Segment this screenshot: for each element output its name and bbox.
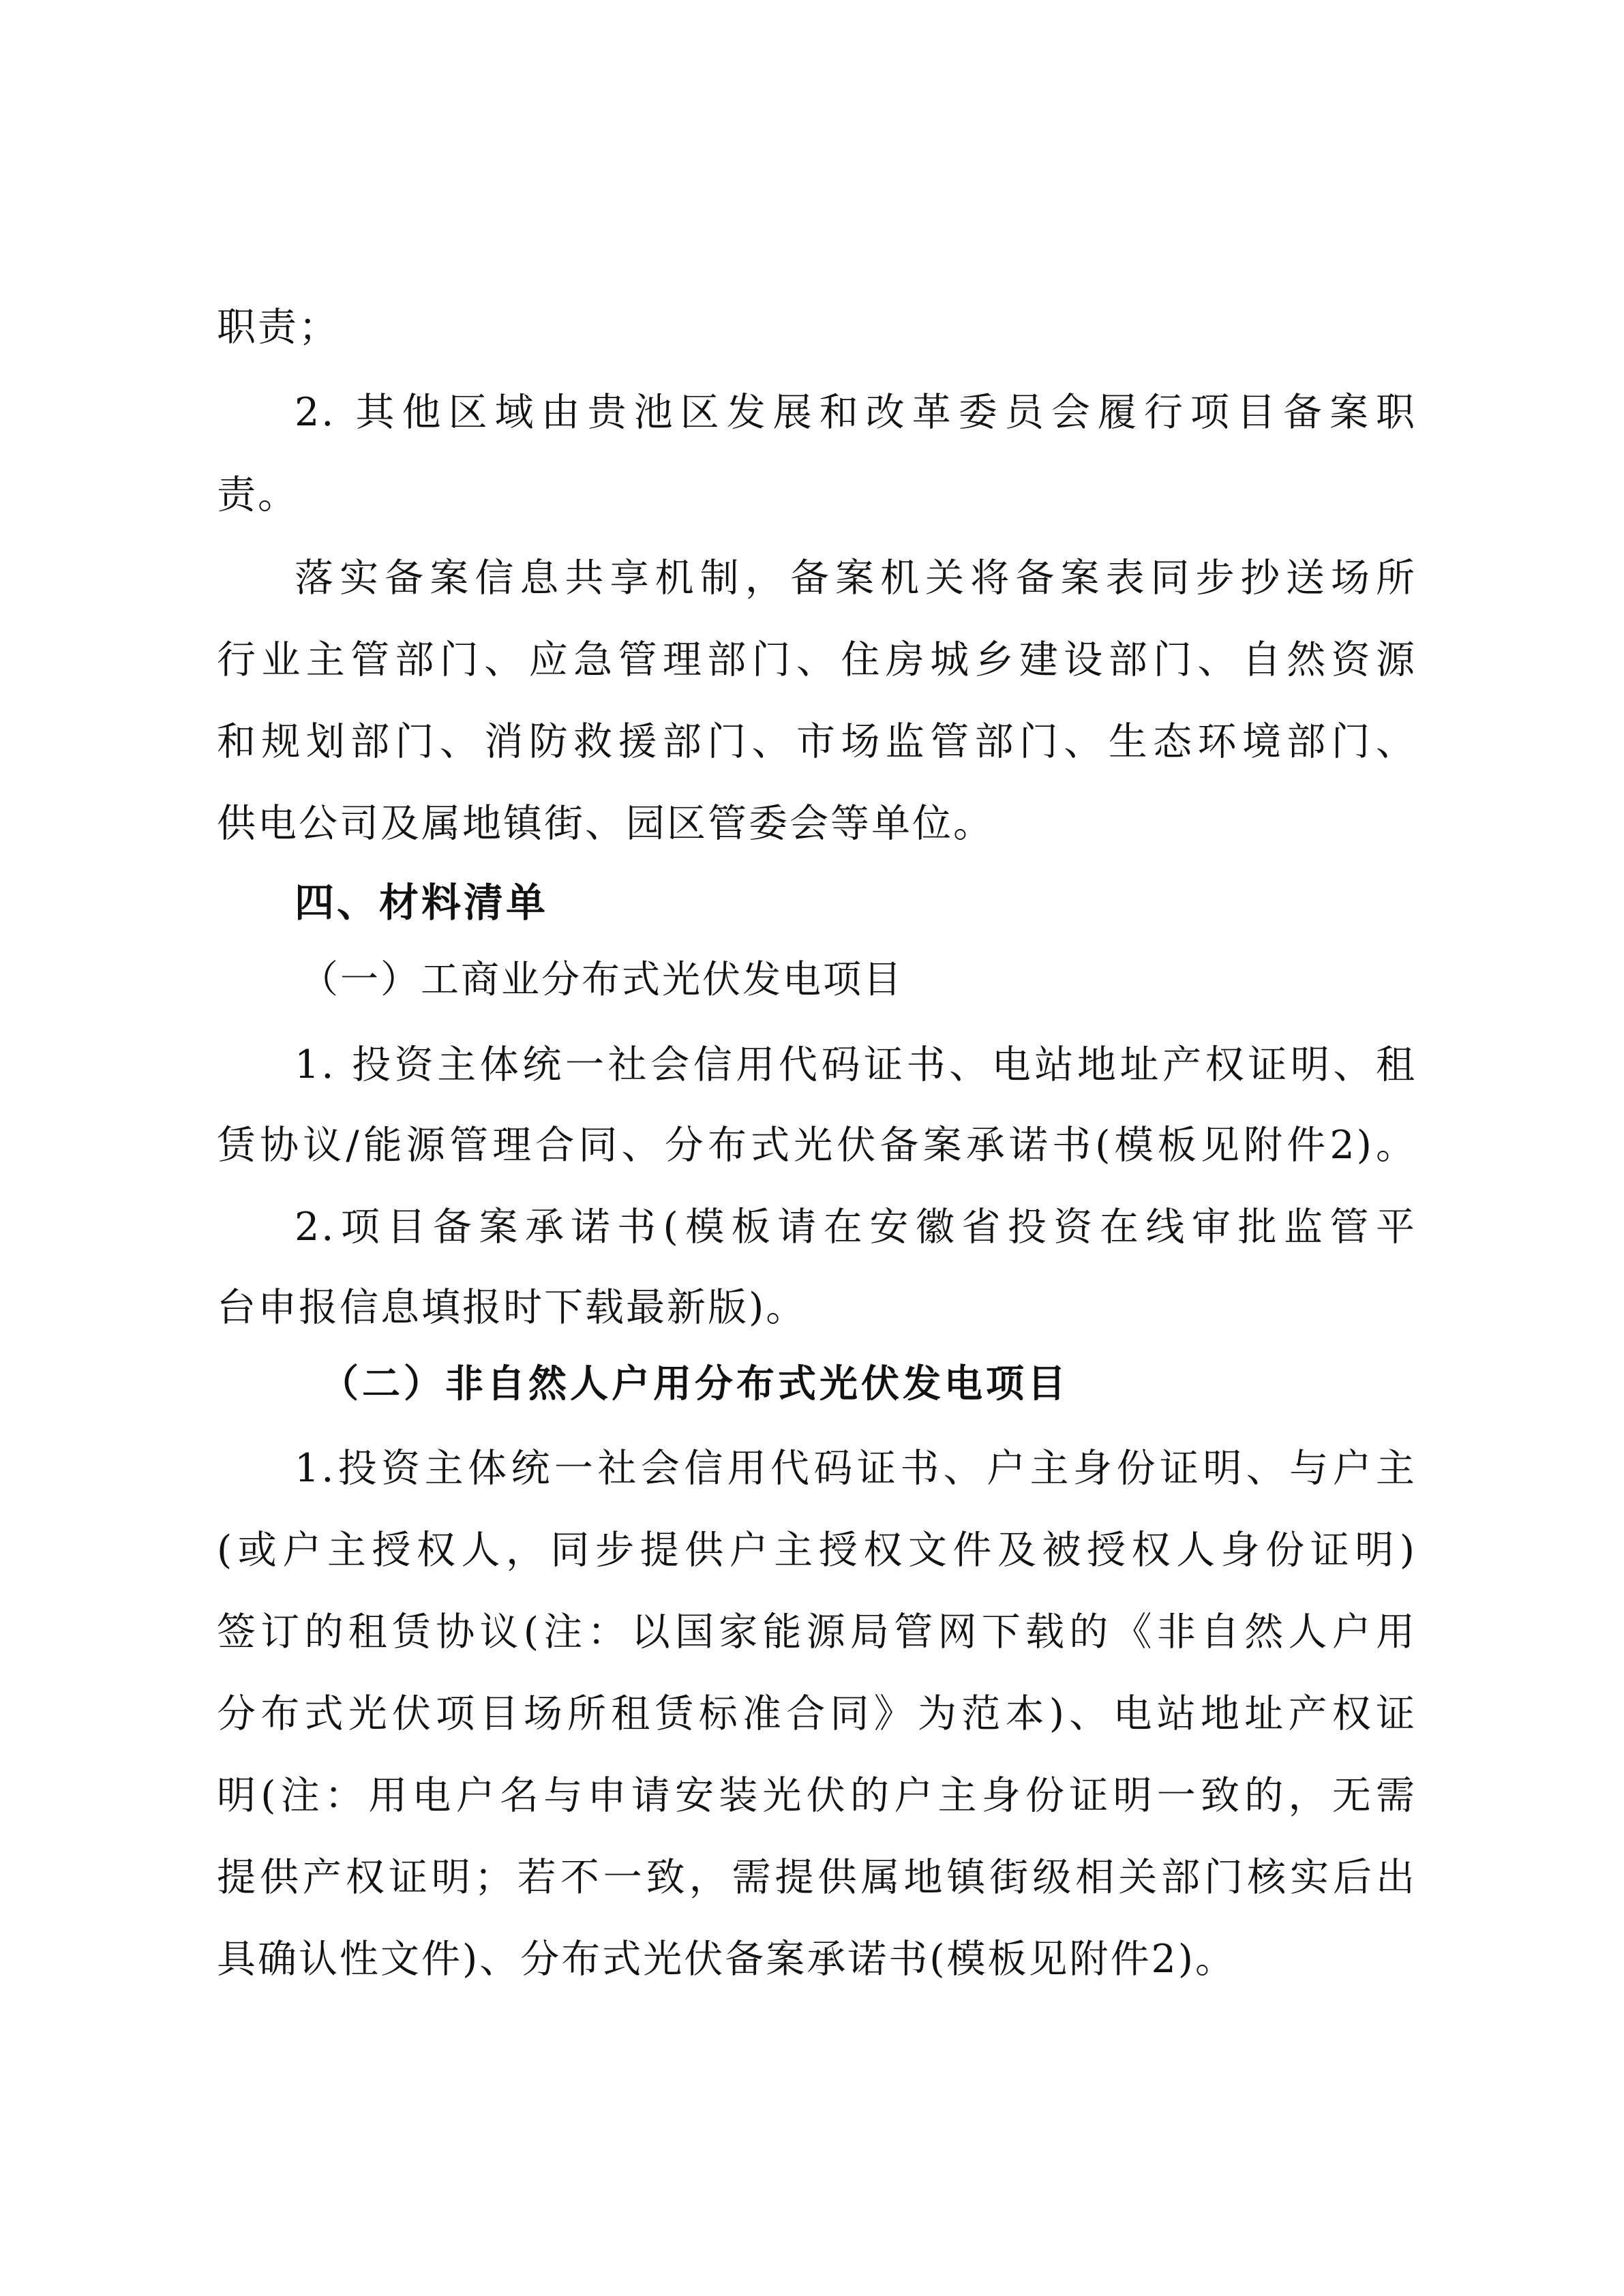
- paragraph-line: 职责；: [217, 305, 340, 350]
- subsection-heading: （一）工商业分布式光伏发电项目: [300, 958, 903, 1002]
- paragraph-line: 责。: [217, 472, 299, 517]
- paragraph-line: 和规划部门、消防救援部门、市场监管部门、生态环境部门、: [217, 719, 1417, 764]
- paragraph-line: 2. 其他区域由贵池区发展和改革委员会履行项目备案职: [295, 390, 1417, 435]
- paragraph-line: 台申报信息填报时下载最新版)。: [217, 1285, 807, 1330]
- paragraph-line: 明(注：用电户名与申请安装光伏的户主身份证明一致的，无需: [217, 1773, 1417, 1818]
- subsection-heading: （二）非自然人户用分布式光伏发电项目: [320, 1361, 1069, 1406]
- paragraph-line: 供电公司及属地镇街、园区管委会等单位。: [217, 801, 994, 846]
- paragraph-line: 分布式光伏项目场所租赁标准合同》为范本)、电站地址产权证: [217, 1691, 1417, 1736]
- paragraph-line: 行业主管部门、应急管理部门、住房城乡建设部门、自然资源: [217, 637, 1417, 682]
- paragraph-line: (或户主授权人，同步提供户主授权文件及被授权人身份证明): [217, 1528, 1417, 1573]
- paragraph-line: 提供产权证明；若不一致，需提供属地镇街级相关部门核实后出: [217, 1855, 1417, 1900]
- paragraph-line: 签订的租赁协议(注：以国家能源局管网下载的《非自然人户用: [217, 1610, 1417, 1655]
- paragraph-line: 1.投资主体统一社会信用代码证书、户主身份证明、与户主: [295, 1446, 1417, 1491]
- paragraph-line: 赁协议/能源管理合同、分布式光伏备案承诺书(模板见附件2)。: [217, 1123, 1417, 1168]
- section-heading: 四、材料清单: [295, 879, 549, 926]
- paragraph-line: 具确认性文件)、分布式光伏备案承诺书(模板见附件2)。: [217, 1937, 1236, 1982]
- paragraph-line: 落实备案信息共享机制，备案机关将备案表同步抄送场所: [295, 556, 1417, 601]
- paragraph-line: 2.项目备案承诺书(模板请在安徽省投资在线审批监管平: [295, 1205, 1417, 1250]
- paragraph-line: 1. 投资主体统一社会信用代码证书、电站地址产权证明、租: [295, 1042, 1417, 1087]
